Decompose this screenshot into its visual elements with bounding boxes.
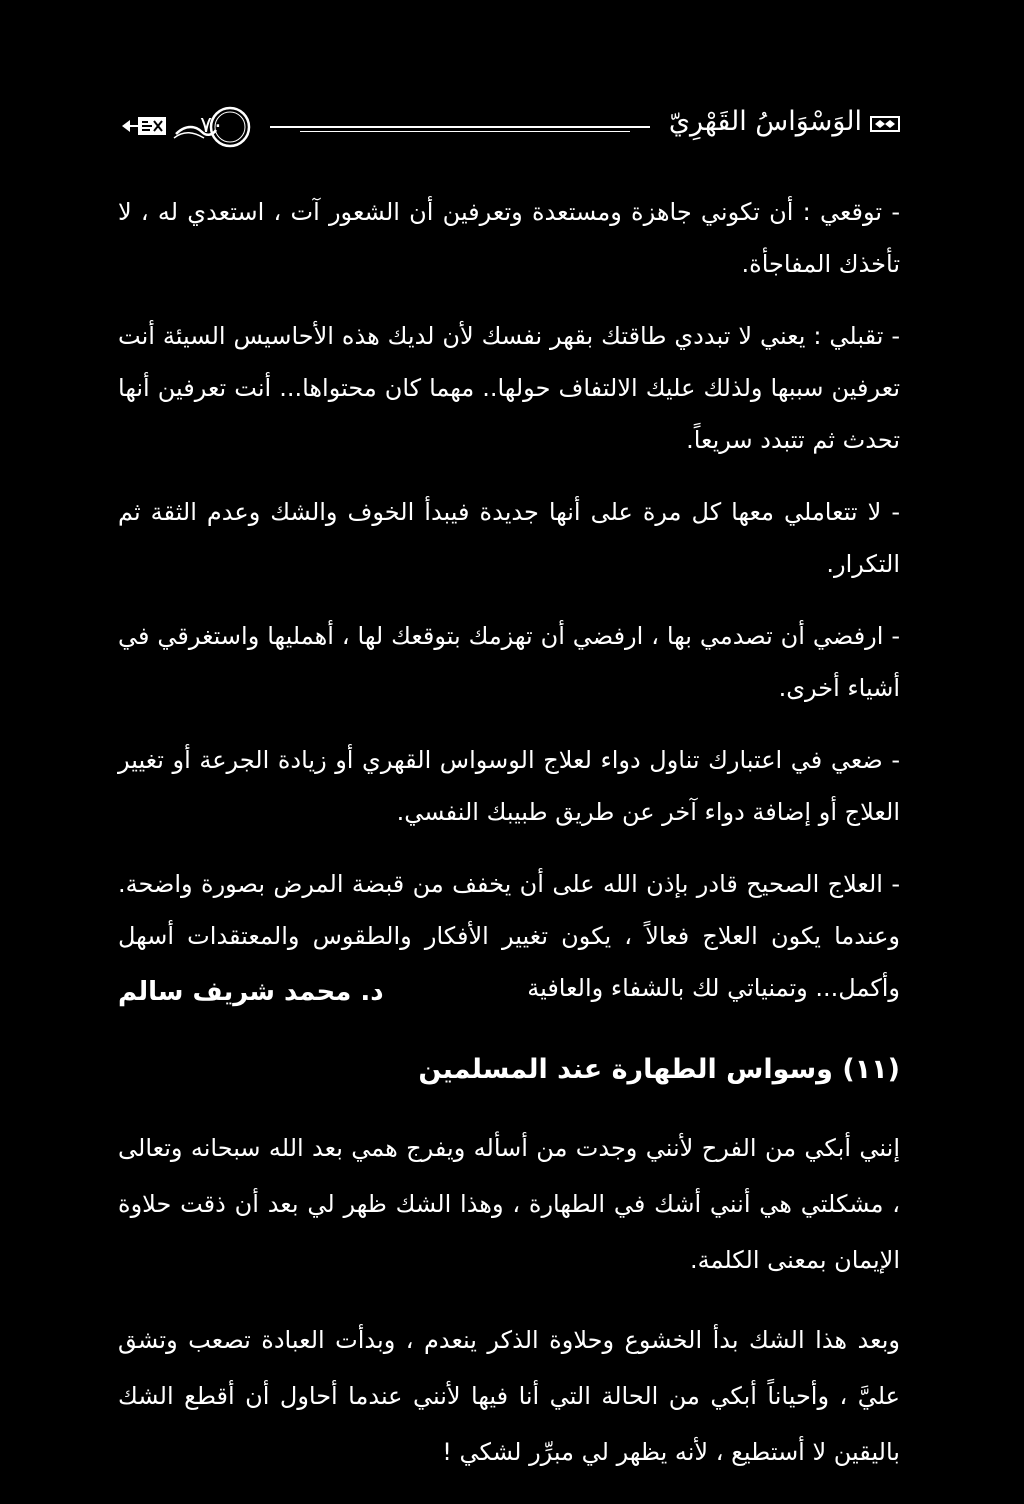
- section-heading: [118, 1046, 900, 1094]
- ornament-icon: [870, 114, 900, 134]
- page-header: [120, 96, 900, 160]
- section-number: (١١): [842, 1054, 900, 1085]
- advice-item: - لا تتعاملي معها كل مرة على أنها جديدة فيبدأ الخوف والشك وعدم الثقة ثم التكرار.: [118, 498, 900, 578]
- ornament-icon: [120, 114, 168, 138]
- body-paragraph: وبعد هذا الشك بدأ الخشوع وحلاوة الذكر ينعدم ، وبدأت العبادة تصعب وتشق عليَّ ، وأحياناً أبكي من الحالة التي أنا فيها لأنني عندما أحاول أن أقطع الشك باليقين لا أستطيع ، لأنه يظهر لي مبرِّر لشكي !: [118, 1326, 900, 1466]
- page-content: [118, 186, 900, 1504]
- page-number: ٧٠: [200, 113, 224, 138]
- body-paragraph: إنني أبكي من الفرح لأنني وجدت من أسأله ويفرج همي بعد الله سبحانه وتعالى ، مشكلتي هي أنني أشك في الطهارة ، وهذا الشك ظهر لي بعد أن ذقت حلاوة الإيمان بمعنى الكلمة.: [118, 1134, 900, 1274]
- advice-item: - توقعي : أن تكوني جاهزة ومستعدة وتعرفين أن الشعور آت ، استعدي له ، لا تأخذك المفاجأة.: [118, 198, 900, 278]
- advice-item: - العلاج الصحيح قادر بإذن الله على أن يخفف من قبضة المرض بصورة واضحة. وعندما يكون العلاج فعالاً ، يكون تغيير الأفكار والطقوس والمعتقدات أسهل وأكمل... وتمنياتي لك بالشفاء والعافية: [118, 870, 900, 1002]
- book-title: الوَسْوَاسُ القَهْرِيّ: [668, 106, 862, 137]
- header-rule: [270, 126, 650, 128]
- header-rule-inner: [300, 131, 630, 132]
- advice-item: - تقبلي : يعني لا تبددي طاقتك بقهر نفسك لأن لديك هذه الأحاسيس السيئة أنت تعرفين سببها ولذلك عليك الالتفاف حولها.. مهما كان محتواها... أنت تعرفين أنها تحدث ثم تتبدد سريعاً.: [118, 322, 900, 454]
- author-signature: د. محمد شريف سالم: [118, 977, 384, 1007]
- advice-item: - ضعي في اعتبارك تناول دواء لعلاج الوسواس القهري أو زيادة الجرعة أو تغيير العلاج أو إضافة دواء آخر عن طريق طبيبك النفسي.: [118, 746, 900, 826]
- section-title: وسواس الطهارة عند المسلمين: [418, 1054, 833, 1085]
- advice-item: - ارفضي أن تصدمي بها ، ارفضي أن تهزمك بتوقعك لها ، أهمليها واستغرقي في أشياء أخرى.: [118, 622, 900, 702]
